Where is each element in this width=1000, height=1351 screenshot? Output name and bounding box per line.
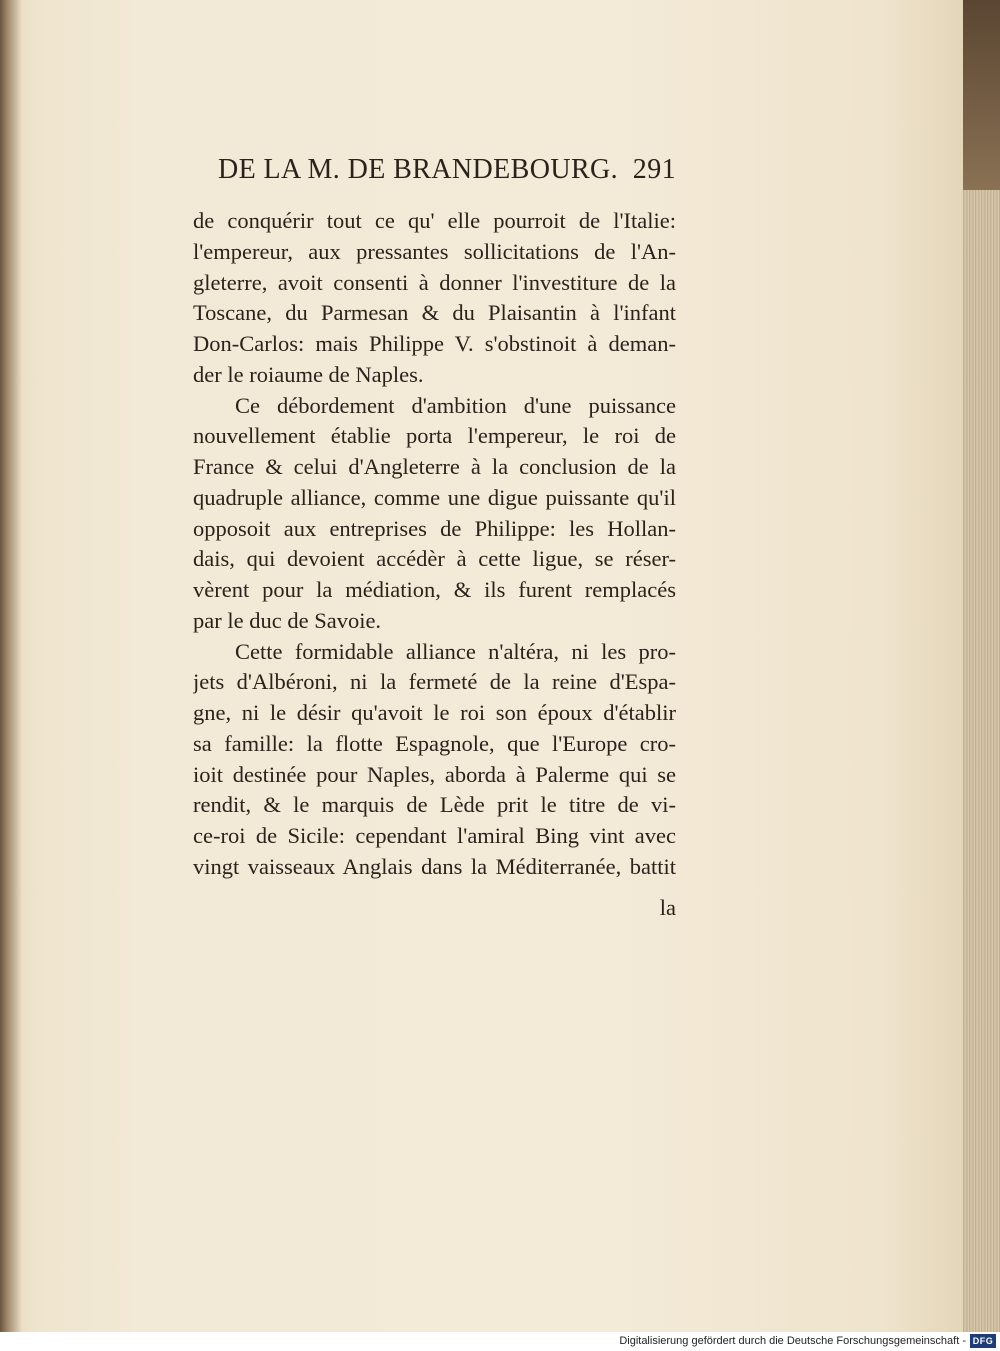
text-line: dais, qui devoient accédèr à cette ligue, se réser- bbox=[193, 546, 676, 572]
running-head bbox=[218, 154, 676, 194]
text-line: Toscane, du Parmesan & du Plaisantin à l'infant bbox=[193, 300, 676, 326]
text-line: France & celui d'Angleterre à la conclusion de la bbox=[193, 454, 676, 479]
text-line: opposoit aux entreprises de Philippe: les Hollan- bbox=[193, 515, 676, 541]
text-line: Cette formidable alliance n'altéra, ni les pro- bbox=[235, 638, 676, 664]
text-line: Don-Carlos: mais Philippe V. s'obstinoit à deman- bbox=[193, 331, 676, 356]
page-edges bbox=[963, 0, 1000, 1332]
book-cover-edge bbox=[963, 0, 1000, 190]
text-line: Ce débordement d'ambition d'une puissance bbox=[235, 392, 676, 418]
running-head-title: DE LA M. DE BRANDEBOURG. bbox=[218, 154, 619, 185]
text-line: der le roiaume de Naples. bbox=[193, 361, 424, 387]
text-line: de conquérir tout ce qu' elle pourroit de l'Italie: bbox=[193, 208, 676, 233]
text-line: ioit destinée pour Naples, aborda à Palerme qui se bbox=[193, 761, 676, 787]
funding-credit: Digitalisierung gefördert durch die Deutsche Forschungsgemeinschaft - bbox=[619, 1335, 966, 1347]
text-line: nouvellement établie porta l'empereur, le roi de bbox=[193, 423, 676, 449]
text-line: quadruple alliance, comme une digue puissante qu'il bbox=[193, 484, 676, 510]
text-line: par le duc de Savoie. bbox=[193, 607, 382, 633]
text-line: vingt vaisseaux Anglais dans la Méditerranée, battit bbox=[193, 853, 676, 879]
text-line: gleterre, avoit consenti à donner l'investiture de la bbox=[193, 269, 676, 295]
text-line: rendit, & le marquis de Lède prit le titre de vi- bbox=[193, 792, 676, 818]
text-line: vèrent pour la médiation, & ils furent remplacés bbox=[193, 577, 676, 602]
spine-shadow bbox=[0, 0, 22, 1332]
text-line: l'empereur, aux pressantes sollicitations de l'An- bbox=[193, 238, 676, 264]
body-text bbox=[193, 206, 676, 883]
text-line: sa famille: la flotte Espagnole, que l'Europe cro- bbox=[193, 730, 676, 756]
dfg-logo-icon: DFG bbox=[970, 1334, 996, 1348]
text-line: ce-roi de Sicile: cependant l'amiral Bing vint avec bbox=[193, 823, 676, 848]
text-line: jets d'Albéroni, ni la fermeté de la reine d'Espa- bbox=[193, 669, 676, 695]
page-number: 291 bbox=[632, 154, 676, 185]
catchword: la bbox=[659, 895, 676, 920]
text-line: gne, ni le désir qu'avoit le roi son époux d'établir bbox=[193, 700, 676, 725]
